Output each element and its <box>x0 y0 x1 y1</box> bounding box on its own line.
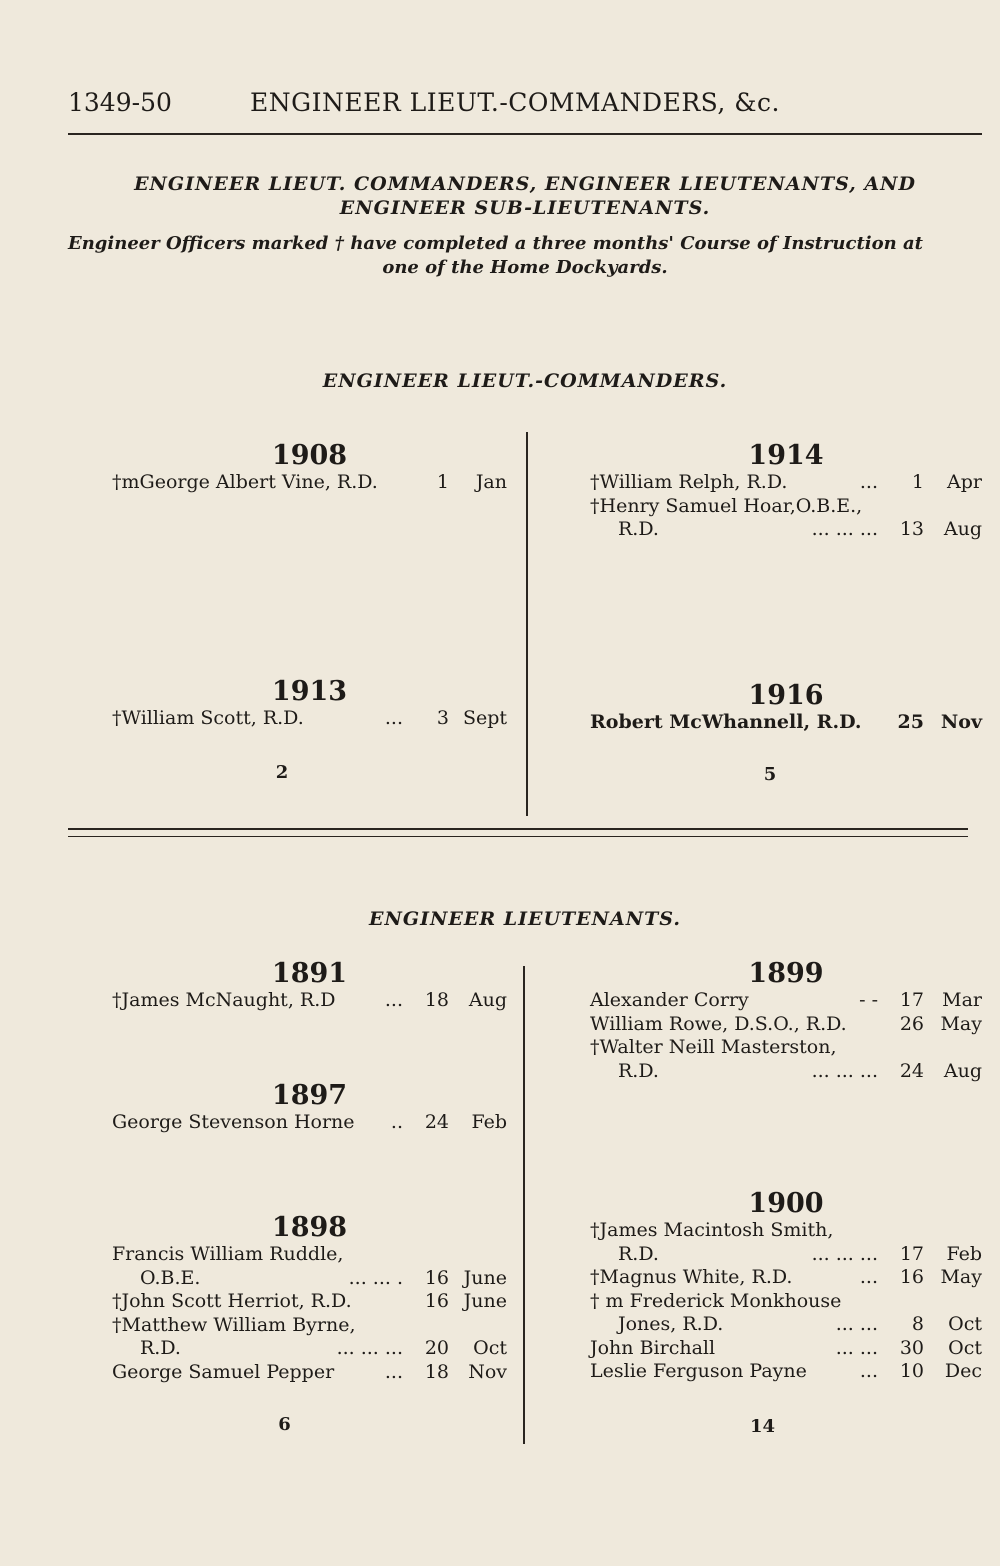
seniority-day: 25 <box>897 711 924 733</box>
seniority-day: 16 <box>899 1266 924 1288</box>
seniority-day: 1 <box>436 471 449 493</box>
year-heading: 1900 <box>748 1188 824 1219</box>
leader-dots: ... <box>859 1360 878 1382</box>
seniority-day: 3 <box>436 707 449 729</box>
leader-dots: ... <box>859 1266 878 1288</box>
list-item <box>590 471 982 495</box>
leader-dots: ... <box>384 1360 403 1383</box>
seniority-day: 17 <box>899 989 924 1011</box>
list-item <box>112 707 507 731</box>
year-heading: 1899 <box>748 958 824 989</box>
officer-name: †Matthew William Byrne, <box>112 1313 356 1336</box>
officer-name: Robert McWhannell, R.D. <box>590 711 862 733</box>
page-number: 1349-50 <box>68 88 172 117</box>
officer-name: John Birchall <box>590 1336 716 1359</box>
leader-dots: .. <box>390 1111 403 1133</box>
officer-name: R.D. <box>140 1337 181 1359</box>
list-item <box>112 989 507 1013</box>
seniority-day: 16 <box>424 1266 449 1289</box>
list-item-continuation <box>590 1313 982 1337</box>
intro-title-line2: ENGINEER SUB-LIEUTENANTS. <box>339 197 711 219</box>
seniority-day: 30 <box>899 1336 924 1359</box>
officer-name: O.B.E. <box>140 1266 201 1289</box>
column-divider <box>526 432 528 816</box>
leader-dots: ... <box>384 989 403 1011</box>
list-item <box>112 1111 507 1135</box>
officer-name: † m Frederick Monkhouse <box>590 1289 842 1312</box>
seniority-day: 18 <box>424 989 449 1011</box>
seniority-month: Aug <box>468 989 507 1011</box>
year-heading: 1913 <box>271 676 348 707</box>
seniority-day: 18 <box>424 1360 449 1383</box>
s2-right-1899 <box>590 958 982 1083</box>
seniority-month: Nov <box>468 1360 507 1383</box>
seniority-month: Mar <box>942 989 982 1011</box>
officer-name: Francis William Ruddle, <box>112 1243 344 1265</box>
seniority-month: Apr <box>947 471 982 493</box>
intro-title <box>68 172 982 220</box>
seniority-day: 1 <box>911 471 924 493</box>
seniority-month: Oct <box>948 1313 982 1335</box>
officer-name: R.D. <box>618 1242 659 1265</box>
seniority-day: 24 <box>899 1059 924 1082</box>
seniority-day: 26 <box>899 1012 924 1035</box>
page-title: ENGINEER LIEUT.-COMMANDERS, &c. <box>250 88 781 117</box>
seniority-day: 13 <box>899 518 924 540</box>
year-heading: 1908 <box>271 440 348 471</box>
list-item <box>590 1036 982 1060</box>
list-item <box>590 1337 982 1361</box>
officer-name: †Magnus White, R.D. <box>590 1266 793 1288</box>
seniority-month: Feb <box>471 1111 507 1133</box>
officer-name: R.D. <box>618 518 659 540</box>
seniority-month: Dec <box>944 1360 982 1382</box>
s1-left-count: 2 <box>275 762 289 783</box>
seniority-month: Oct <box>948 1336 982 1359</box>
list-item <box>590 1219 982 1243</box>
leader-dots: ... ... ... <box>336 1337 403 1359</box>
officer-name: William Rowe, D.S.O., R.D. <box>590 1012 847 1035</box>
leader-dots <box>397 471 409 495</box>
officer-name: R.D. <box>618 1059 659 1082</box>
list-item-continuation <box>590 518 982 542</box>
list-item <box>590 495 982 519</box>
officer-name: †William Relph, R.D. <box>590 471 788 493</box>
s1-right-1916 <box>590 680 982 735</box>
section-heading-lieutenants: ENGINEER LIEUTENANTS. <box>369 908 681 930</box>
intro-title-line1: ENGINEER LIEUT. COMMANDERS, ENGINEER LIEUTENANTS, AND <box>134 173 916 195</box>
leader-dots: - - <box>859 989 878 1011</box>
officer-name: †mGeorge Albert Vine, R.D. <box>112 471 378 493</box>
list-item <box>112 471 507 495</box>
s2-left-count: 6 <box>278 1414 291 1435</box>
seniority-month: Jan <box>475 471 507 493</box>
seniority-month: June <box>463 1266 507 1289</box>
list-item <box>112 1290 507 1314</box>
list-item <box>112 1243 507 1267</box>
list-item <box>590 1013 982 1037</box>
year-heading: 1914 <box>748 440 824 471</box>
officer-name: George Stevenson Horne <box>112 1111 355 1133</box>
list-item <box>112 1361 507 1385</box>
leader-dots: ... ... ... <box>811 1242 878 1265</box>
s1-left-1908 <box>112 440 507 495</box>
leader-dots: ... ... ... <box>811 518 878 540</box>
officer-name: Alexander Corry <box>590 989 749 1011</box>
officer-name: †James McNaught, R.D <box>112 989 336 1011</box>
section-rule <box>68 828 968 830</box>
section-rule <box>68 836 968 837</box>
s2-left-1898 <box>112 1212 507 1384</box>
list-item <box>590 989 982 1013</box>
leader-dots: ... ... <box>835 1313 878 1335</box>
list-item <box>590 711 982 735</box>
officer-name: Leslie Ferguson Payne <box>590 1360 807 1382</box>
year-heading: 1916 <box>748 680 824 711</box>
officer-name: †Henry Samuel Hoar,O.B.E., <box>590 494 863 517</box>
seniority-month: Sept <box>462 707 507 729</box>
s1-right-count: 5 <box>763 764 777 785</box>
s1-right-1914 <box>590 440 982 542</box>
list-item <box>112 1314 507 1338</box>
year-heading: 1898 <box>271 1212 348 1243</box>
seniority-month: May <box>940 1266 982 1288</box>
list-item-continuation <box>112 1267 507 1291</box>
officer-name: †Walter Neill Masterston, <box>590 1036 837 1058</box>
s1-left-1913 <box>112 676 507 731</box>
seniority-month: June <box>463 1290 507 1312</box>
list-item-continuation <box>112 1337 507 1361</box>
seniority-month: Aug <box>943 1059 982 1082</box>
intro-note-line2: one of the Home Dockyards. <box>382 257 668 278</box>
seniority-day: 20 <box>424 1337 449 1359</box>
header-rule <box>68 133 982 135</box>
seniority-day: 17 <box>899 1242 924 1265</box>
seniority-month: Nov <box>940 711 982 733</box>
seniority-month: Feb <box>946 1242 982 1265</box>
s2-right-count: 14 <box>749 1416 776 1437</box>
officer-name: Jones, R.D. <box>618 1313 724 1335</box>
seniority-day: 8 <box>911 1313 924 1335</box>
intro-note <box>68 232 982 280</box>
leader-dots: ... <box>859 471 878 493</box>
intro-note-line1: Engineer Officers marked † have completed a three months' Course of Instruction at <box>68 233 923 254</box>
list-item-continuation <box>590 1243 982 1267</box>
officer-name: †William Scott, R.D. <box>112 707 304 729</box>
s2-left-1891 <box>112 958 507 1013</box>
year-heading: 1891 <box>271 958 348 989</box>
seniority-month: May <box>940 1012 982 1035</box>
officer-name: George Samuel Pepper <box>112 1360 335 1383</box>
list-item-continuation <box>590 1060 982 1084</box>
list-item <box>590 1360 982 1384</box>
seniority-month: Oct <box>473 1337 507 1359</box>
seniority-day: 24 <box>424 1111 449 1133</box>
leader-dots: ... ... ... <box>811 1059 878 1082</box>
leader-dots: ... ... . <box>348 1266 403 1289</box>
seniority-day: 16 <box>424 1290 449 1312</box>
list-item <box>590 1290 982 1314</box>
leader-dots: ... ... <box>835 1336 878 1359</box>
officer-name: †James Macintosh Smith, <box>590 1219 834 1241</box>
year-heading: 1897 <box>271 1080 348 1111</box>
s2-right-1900 <box>590 1188 982 1384</box>
section-heading-lieut-commanders: ENGINEER LIEUT.-COMMANDERS. <box>322 370 728 392</box>
seniority-day: 10 <box>899 1360 924 1382</box>
officer-name: †John Scott Herriot, R.D. <box>112 1290 352 1312</box>
column-divider <box>523 966 525 1444</box>
list-item <box>590 1266 982 1290</box>
leader-dots: ... <box>384 707 403 729</box>
s2-left-1897 <box>112 1080 507 1135</box>
seniority-month: Aug <box>943 518 982 540</box>
